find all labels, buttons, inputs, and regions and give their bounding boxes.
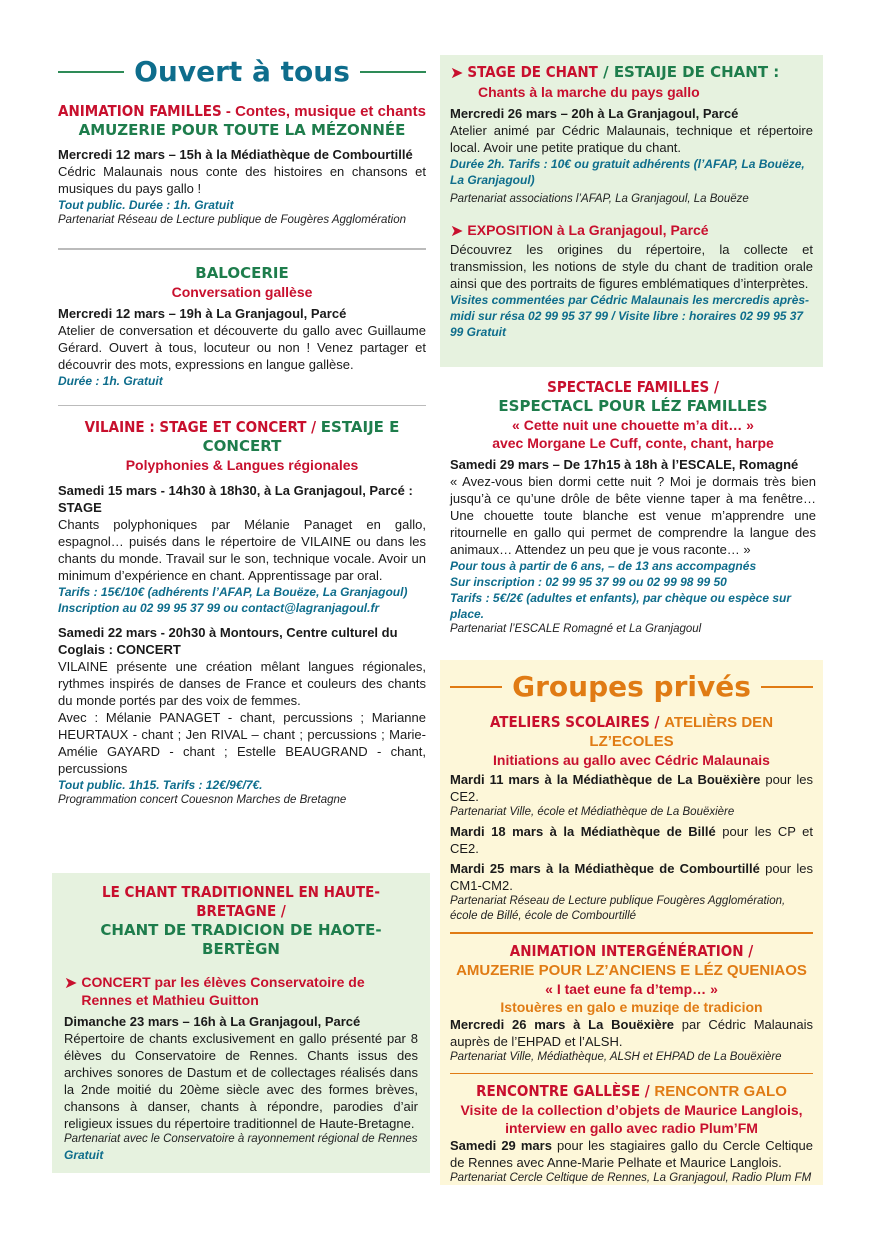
event-date: Mercredi 12 mars – 15h à la Médiathèque de Combourtillé: [58, 147, 413, 162]
event-partner: Partenariat Ville, Médiathèque, ALSH et EHPAD de La Bouëxière: [450, 1050, 782, 1063]
event-info: Gratuit: [64, 1148, 104, 1162]
event-info: Visites commentées par Cédric Malaunais les mercredis après-midi sur résa 02 99 95 37 99 / Visite libre : horaires 02 99 95 37 99 Gratuit: [450, 293, 810, 339]
expo-title: EXPOSITION à La Granjagoul, Parcé: [467, 222, 709, 238]
event-date-stage: Samedi 15 mars - 14h30 à 18h30, à La Granjagoul, Parcé : STAGE: [58, 483, 413, 515]
event-date: Samedi 29 mars – De 17h15 à 18h à l’ESCALE, Romagné: [450, 457, 799, 472]
atelier-rest-1: pour les CE2.: [450, 772, 813, 804]
event-partner: Partenariat l’ESCALE Romagné et La Granjagoul: [450, 623, 702, 635]
chant-traditionnel-box: [52, 873, 430, 1173]
atelier-rest-2: pour les CP et CE2.: [450, 824, 813, 856]
event-title-red: LE CHANT TRADITIONNEL EN HAUTE-BRETAGNE /: [102, 883, 380, 920]
event-desc-stage: Chants polyphoniques par Mélanie Panaget en gallo, espagnol… puisés dans le répertoire de VILAINE ou dans les chants du monde. Travail sur le son, technique vocale. Avoir un minimum d’expérience en chant. Apprentissage par oral.: [58, 517, 426, 583]
event-title-orange: ATELIÈRS DEN LZ’ECOLES: [589, 714, 774, 750]
arrow-right-icon: ➤: [450, 223, 464, 240]
event-title-red: VILAINE : STAGE ET CONCERT: [84, 418, 307, 436]
event-title-red: RENCONTRE GALLÈSE: [476, 1082, 641, 1100]
atelier-line-3: [450, 860, 813, 894]
divider: [450, 932, 813, 934]
event-desc: Découvrez les origines du répertoire, la collecte et transmission, les notions de style du chant de tradition orale ainsi que des portraits de figures emblématiques d’interprètes.: [450, 242, 813, 291]
expo-heading: [450, 221, 813, 241]
event-title-red: ANIMATION INTERGÉNÉRATION /: [509, 941, 754, 960]
title-line-right: [360, 71, 426, 73]
event-desc: Cédric Malaunais nous conte des histoires en chansons et musiques du pays gallo !: [58, 164, 426, 196]
divider: [450, 1073, 813, 1075]
intergen-rest: par Cédric Malaunais auprès de l’EHPAD et l’ALSH.: [450, 1016, 813, 1049]
event-title-orange: AMUZERIE POUR LZ’ANCIENS E LÉZ QUENIAOS: [456, 961, 807, 979]
atelier-date-1: Mardi 11 mars à la Médiathèque de La Bouëxière: [450, 772, 761, 787]
event-subtitle: « Cette nuit une chouette m’a dit… »: [512, 417, 754, 433]
atelier-line-2: [450, 823, 813, 857]
event-title-red: ANIMATION FAMILLES: [58, 102, 222, 120]
event-title-red: ATELIERS SCOLAIRES: [489, 713, 650, 731]
stage-heading: [450, 63, 813, 83]
event-balocerie: [58, 264, 426, 301]
event-partner: Partenariat Réseau de Lecture publique de Fougères Agglomération: [58, 214, 406, 226]
event-subtitle: Initiations au gallo avec Cédric Malaunais: [493, 752, 770, 768]
event-desc-concert: VILAINE présente une création mêlant langues régionales, rythmes inspirés de danses de France et couleurs des chants du monde portés par des voix de femmes.: [58, 659, 426, 708]
arrow-right-icon: ➤: [64, 975, 78, 992]
concert-title: CONCERT par les élèves Conservatoire de Rennes et Mathieu Guitton: [81, 974, 365, 1008]
animation-intergeneration: [450, 942, 813, 1016]
event-title-red: STAGE DE CHANT: [467, 63, 598, 81]
event-date: Dimanche 23 mars – 16h à La Granjagoul, Parcé: [64, 1014, 361, 1029]
event-title-sep: /: [640, 1082, 655, 1100]
event-info: Durée 2h. Tarifs : 10€ ou gratuit adhérents (l’AFAP, La Bouëze, La Granjagoul): [450, 157, 805, 187]
rencontre-gallese: [450, 1082, 813, 1137]
title-line-right: [761, 686, 813, 688]
stage-chant-box: [440, 55, 823, 367]
intergen-line: [450, 1016, 813, 1050]
event-info-age: Pour tous à partir de 6 ans, – de 13 ans accompagnés: [450, 559, 757, 573]
event-subtitle: Chants à la marche du pays gallo: [478, 84, 700, 100]
section-title-open: [58, 55, 426, 88]
event-subtitle-2: Istouères en galo e muziqe de tradicion: [500, 998, 763, 1015]
event-title-orange: RENCONTR GALO: [654, 1083, 787, 1100]
title-line-left: [450, 686, 502, 688]
event-subtitle-2: avec Morgane Le Cuff, conte, chant, harpe: [492, 435, 774, 451]
event-partner: Partenariat Cercle Celtique de Rennes, La Granjagoul, Radio Plum FM: [450, 1172, 812, 1184]
event-info: Durée : 1h. Gratuit: [58, 373, 163, 388]
event-info-inscription: Sur inscription : 02 99 95 37 99 ou 02 99 98 99 50: [450, 575, 727, 589]
event-date: Mercredi 12 mars – 19h à La Granjagoul, Parcé: [58, 305, 347, 321]
event-title: [58, 102, 426, 121]
event-subtitle-2: interview en gallo avec radio Plum’FM: [505, 1120, 758, 1136]
atelier-date-2: Mardi 18 mars à la Médiathèque de Billé: [450, 824, 716, 839]
section-title-private: [450, 670, 813, 703]
arrow-right-icon: ➤: [450, 65, 464, 82]
concert-heading: [64, 973, 418, 1009]
rencontre-date: Samedi 29 mars: [450, 1138, 552, 1153]
event-title-green: ESPECTACL POUR LÉZ FAMILLES: [498, 397, 768, 415]
left-column: [58, 55, 426, 808]
event-info: Tout public. Durée : 1h. Gratuit: [58, 198, 234, 212]
event-info-inscription: Inscription au 02 99 95 37 99 ou contact@lagranjagoul.fr: [58, 601, 380, 615]
event-subtitle: Polyphonies & Langues régionales: [125, 457, 359, 473]
atelier-rest-3: pour les CM1-CM2.: [450, 861, 813, 893]
event-title-sep: /: [649, 713, 665, 731]
event-desc: Répertoire de chants exclusivement en gallo présenté par 8 élèves du Conservatoire de Rennes. Chants issus des archives sonores de Dastum et de collectages réalisés dans la 2nde moitié du 20ème siècle avec des formes brèves, chansons à danser, chants à répondre, parodies d’air religieux issues du répertoire traditionnel de Haute-Bretagne.: [64, 1031, 418, 1131]
event-title-green: ESTAIJE E CONCERT: [202, 418, 400, 455]
event-partner: Programmation concert Couesnon Marches de Bretagne: [58, 794, 347, 806]
event-title-sep: /: [306, 418, 321, 436]
event-subtitle: « I taet eune fa d’temp… »: [545, 980, 718, 997]
event-animation-familles: [58, 102, 426, 140]
event-title-sep: /: [597, 63, 614, 81]
event-info: Tout public. 1h15. Tarifs : 12€/9€/7€.: [58, 778, 263, 792]
rencontre-rest: pour les stagiaires gallo du Cercle Celtique de Rennes avec Anne-Marie Pelhate et Maurice Langlois.: [450, 1138, 813, 1170]
section-title-text: Groupes privés: [512, 670, 751, 703]
event-title-green: CHANT DE TRADICION DE HAOTE-BERTÈGN: [100, 921, 382, 958]
event-info-tarifs: Tarifs : 15€/10€ (adhérents l’AFAP, La Bouëze, La Granjagoul): [58, 585, 408, 599]
event-title-green: ESTAIJE DE CHANT :: [613, 63, 780, 81]
ateliers-scolaires: [450, 713, 813, 769]
section-title-text: Ouvert à tous: [134, 55, 350, 88]
event-info-tarifs: Tarifs : 5€/2€ (adultes et enfants), par chèque ou espèce sur place.: [450, 591, 791, 621]
atelier-date-3: Mardi 25 mars à la Médiathèque de Combourtillé: [450, 861, 760, 876]
spectacle-familles: [450, 378, 816, 637]
event-title-red: SPECTACLE FAMILLES /: [547, 378, 719, 396]
atelier-line-1: [450, 771, 813, 805]
event-desc: Atelier animé par Cédric Malaunais, technique et répertoire local. Avoir une petite pratique du chant.: [450, 123, 813, 155]
rencontre-line: [450, 1137, 813, 1171]
event-date-concert: Samedi 22 mars - 20h30 à Montours, Centre culturel du Coglais : CONCERT: [58, 625, 398, 657]
event-desc: « Avez-vous bien dormi cette nuit ? Moi je dormais très bien jusqu’à ce qu’une drôle de bête vienne taper à ma fenêtre… Une chouette toute blanche est venue m’apprendre une ritournelle en gallo qui permet de comprendre la langue des animaux… Attendez un peu que je vous raconte… »: [450, 474, 816, 557]
event-subtitle: Conversation gallèse: [171, 283, 313, 300]
event-title-green: BALOCERIE: [195, 263, 289, 282]
event-desc-cast: Avec : Mélanie PANAGET - chant, percussions ; Marianne HEURTAUX - chant ; Jen RIVAL – chant ; percussions ; Marie-Amélie GAYARD - chant ; Estelle BEAUGRAND - chant, percussions: [58, 710, 426, 776]
event-desc: Atelier de conversation et découverte du gallo avec Guillaume Gérard. Ouvert à tous, locuteur ou non ! Venez partager et découvrir des mots, expressions en langue gallèse.: [58, 322, 426, 372]
intergen-date: Mercredi 26 mars à La Bouëxière: [450, 1016, 674, 1032]
title-line-left: [58, 71, 124, 73]
event-partner: Partenariat associations l’AFAP, La Granjagoul, La Bouëze: [450, 193, 749, 205]
event-date: Mercredi 26 mars – 20h à La Granjagoul, Parcé: [450, 106, 739, 121]
event-title-green: AMUZERIE POUR TOUTE LA MÉZONNÉE: [78, 121, 406, 139]
event-partner: Partenariat avec le Conservatoire à rayonnement régional de Rennes: [64, 1133, 418, 1145]
event-partner: Partenariat Réseau de Lecture publique Fougères Agglomération, école de Billé, école de Combourtillé: [450, 895, 786, 922]
event-title-red-rest: - Contes, musique et chants: [221, 103, 426, 120]
event-partner: Partenariat Ville, école et Médiathèque de La Bouëxière: [450, 806, 735, 818]
event-vilaine: [58, 418, 426, 474]
groupes-prives-box: [440, 660, 823, 1185]
divider: [58, 405, 426, 407]
event-subtitle: Visite de la collection d’objets de Maurice Langlois,: [460, 1102, 803, 1118]
divider: [58, 248, 426, 250]
